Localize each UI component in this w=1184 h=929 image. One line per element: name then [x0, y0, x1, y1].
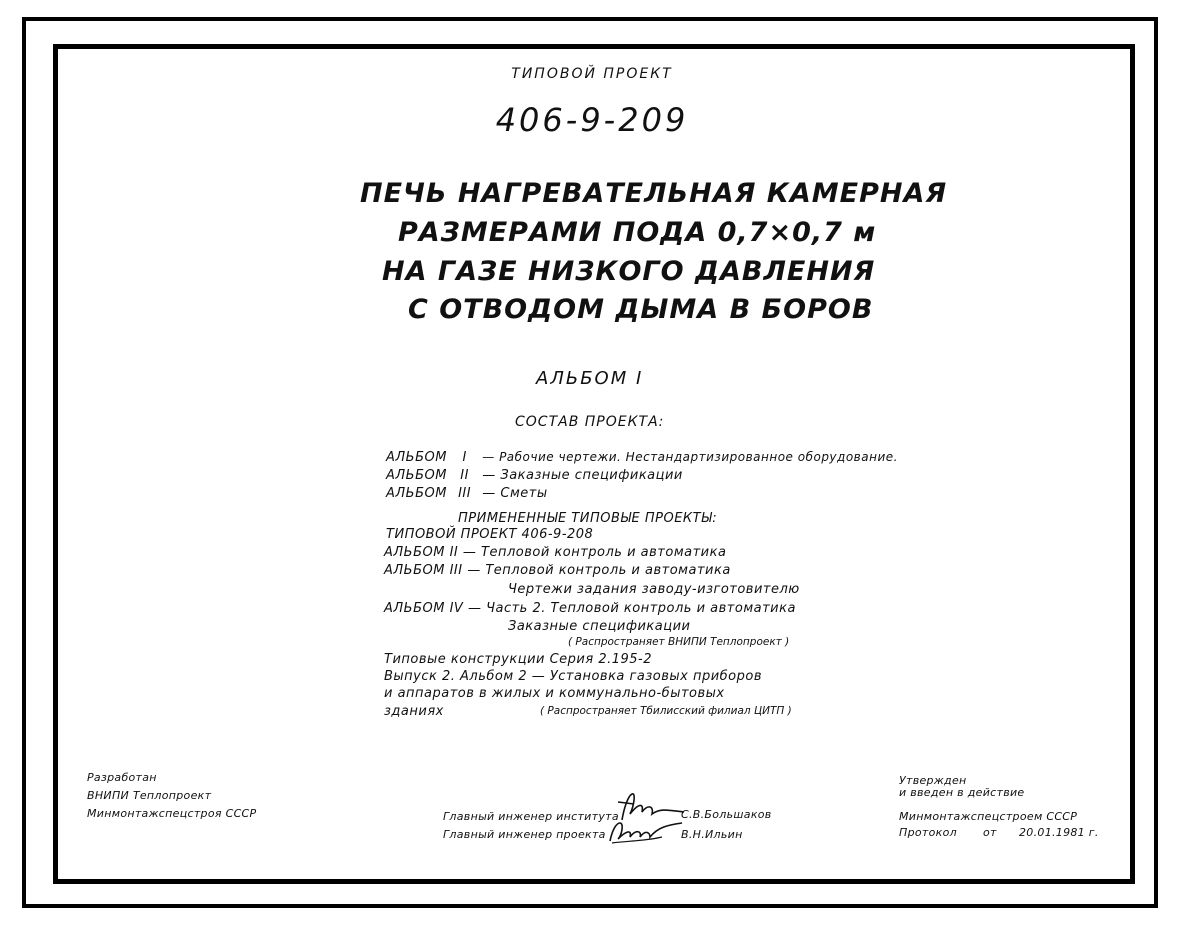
- composition-heading: СОСТАВ ПРОЕКТА:: [515, 414, 665, 430]
- composition-album-2: [386, 469, 683, 482]
- album-word: АЛЬБОМ: [386, 450, 447, 465]
- title-line-4: С ОТВОДОМ ДЫМА В БОРОВ: [408, 294, 874, 325]
- project-engineer-label: Главный инженер проекта: [443, 828, 606, 841]
- applied-line: Выпуск 2. Альбом 2 — Установка газовых приборов: [384, 669, 762, 684]
- composition-album-3: [386, 487, 548, 500]
- approval-line-2: и введен в действие: [899, 786, 1025, 799]
- album-desc: — Сметы: [482, 486, 548, 501]
- applied-line: Чертежи задания заводу-изготовителю: [508, 582, 800, 597]
- album-label: АЛЬБОМ I: [536, 368, 644, 389]
- protocol-from-label: от: [983, 826, 997, 839]
- title-line-1: ПЕЧЬ НАГРЕВАТЕЛЬНАЯ КАМЕРНАЯ: [360, 178, 948, 209]
- applied-line: зданиях: [384, 704, 444, 719]
- developer-line-1: Разработан: [87, 771, 157, 784]
- album-desc: — Рабочие чертежи. Нестандартизированное оборудование.: [482, 450, 898, 464]
- applied-distributor-note: ( Распространяет Тбилисский филиал ЦИТП ): [540, 705, 792, 717]
- composition-album-1: [386, 451, 898, 464]
- project-number: 406-9-209: [495, 101, 689, 139]
- applied-distributor-note: ( Распространяет ВНИПИ Теплопроект ): [568, 636, 790, 648]
- protocol-label: Протокол: [899, 826, 957, 839]
- chief-engineer-label: Главный инженер института: [443, 810, 619, 823]
- applied-line: Заказные спецификации: [508, 619, 691, 634]
- applied-line: АЛЬБОМ II — Тепловой контроль и автоматика: [384, 545, 727, 560]
- album-word: АЛЬБОМ: [386, 468, 447, 483]
- applied-line: Типовые конструкции Серия 2.195-2: [384, 652, 653, 667]
- title-line-2: РАЗМЕРАМИ ПОДА 0,7×0,7 м: [398, 217, 877, 248]
- document-type-label: ТИПОВОЙ ПРОЕКТ: [511, 66, 673, 82]
- applied-project: ТИПОВОЙ ПРОЕКТ 406-9-208: [386, 527, 594, 542]
- applied-line: АЛЬБОМ IV — Часть 2. Тепловой контроль и автоматика: [384, 601, 796, 616]
- approval-line-3: Минмонтажспецстроем СССР: [899, 810, 1078, 823]
- album-num: I: [462, 450, 467, 465]
- protocol-date: 20.01.1981 г.: [1019, 826, 1099, 839]
- applied-line: АЛЬБОМ III — Тепловой контроль и автоматика: [384, 563, 731, 578]
- album-num: II: [460, 468, 469, 483]
- developer-line-2: ВНИПИ Теплопроект: [87, 789, 212, 802]
- title-line-3: НА ГАЗЕ НИЗКОГО ДАВЛЕНИЯ: [382, 256, 876, 287]
- chief-engineer-name: С.В.Большаков: [681, 808, 772, 821]
- project-engineer-name: В.Н.Ильин: [681, 828, 743, 841]
- album-num: III: [458, 486, 472, 501]
- approval-line-1: Утвержден: [899, 774, 967, 787]
- album-word: АЛЬБОМ: [386, 486, 447, 501]
- applied-line: и аппаратов в жилых и коммунально-бытовых: [384, 686, 725, 701]
- album-desc: — Заказные спецификации: [482, 468, 683, 483]
- project-engineer-signature: [606, 815, 684, 847]
- developer-line-3: Минмонтажспецстроя СССР: [87, 807, 257, 820]
- inner-frame: [53, 44, 1135, 884]
- applied-heading: ПРИМЕНЕННЫЕ ТИПОВЫЕ ПРОЕКТЫ:: [458, 511, 718, 526]
